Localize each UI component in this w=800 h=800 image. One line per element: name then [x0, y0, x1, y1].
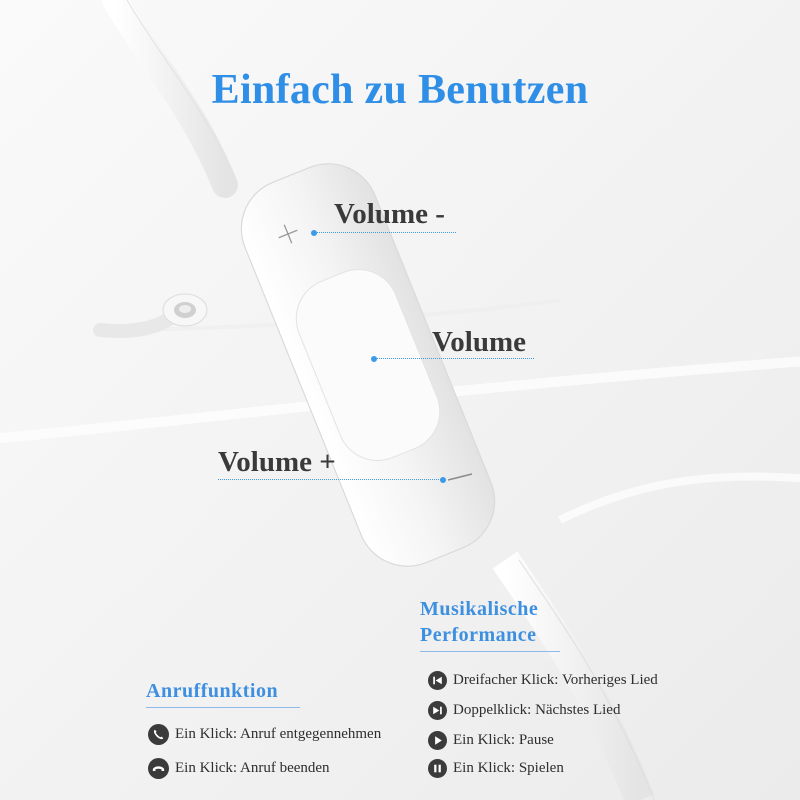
- call-item-answer: [148, 724, 381, 745]
- call-item-end: [148, 758, 330, 779]
- page-title: Einfach zu Benutzen: [211, 67, 589, 113]
- music-section-underline: [420, 651, 560, 652]
- music-item-label: Ein Klick: Spielen: [453, 760, 564, 776]
- volume-center-label: Volume: [432, 326, 526, 358]
- play-icon: [428, 731, 447, 750]
- next-track-icon: [428, 701, 447, 720]
- music-item-label: Dreifacher Klick: Vorheriges Lied: [453, 672, 658, 688]
- call-section-underline: [146, 707, 300, 708]
- music-item-next: [428, 701, 620, 720]
- music-item-label: Ein Klick: Pause: [453, 732, 554, 748]
- music-item-label: Doppelklick: Nächstes Lied: [453, 702, 621, 718]
- music-item-play: [428, 731, 554, 750]
- phone-answer-icon: [148, 724, 169, 745]
- volume-plus-leader-line: [218, 479, 443, 480]
- volume-minus-leader-dot: [311, 230, 317, 236]
- volume-plus-leader-dot: [440, 477, 446, 483]
- call-item-label: Ein Klick: Anruf beenden: [175, 760, 330, 776]
- volume-minus-leader-line: [314, 232, 456, 233]
- music-item-pause: [428, 759, 564, 778]
- volume-minus-label: Volume -: [334, 198, 445, 230]
- music-section-title-line2: Performance: [420, 624, 537, 646]
- music-section-title-line1: Musikalische: [420, 598, 539, 620]
- volume-center-leader-dot: [371, 356, 377, 362]
- volume-center-leader-line: [374, 358, 534, 359]
- call-section-title: Anruffunktion: [146, 680, 279, 702]
- call-item-label: Ein Klick: Anruf entgegennehmen: [175, 726, 382, 742]
- previous-track-icon: [428, 671, 447, 690]
- phone-hangup-icon: [148, 758, 169, 779]
- music-item-previous: [428, 671, 658, 690]
- pause-icon: [428, 759, 447, 778]
- volume-plus-label: Volume +: [218, 446, 336, 478]
